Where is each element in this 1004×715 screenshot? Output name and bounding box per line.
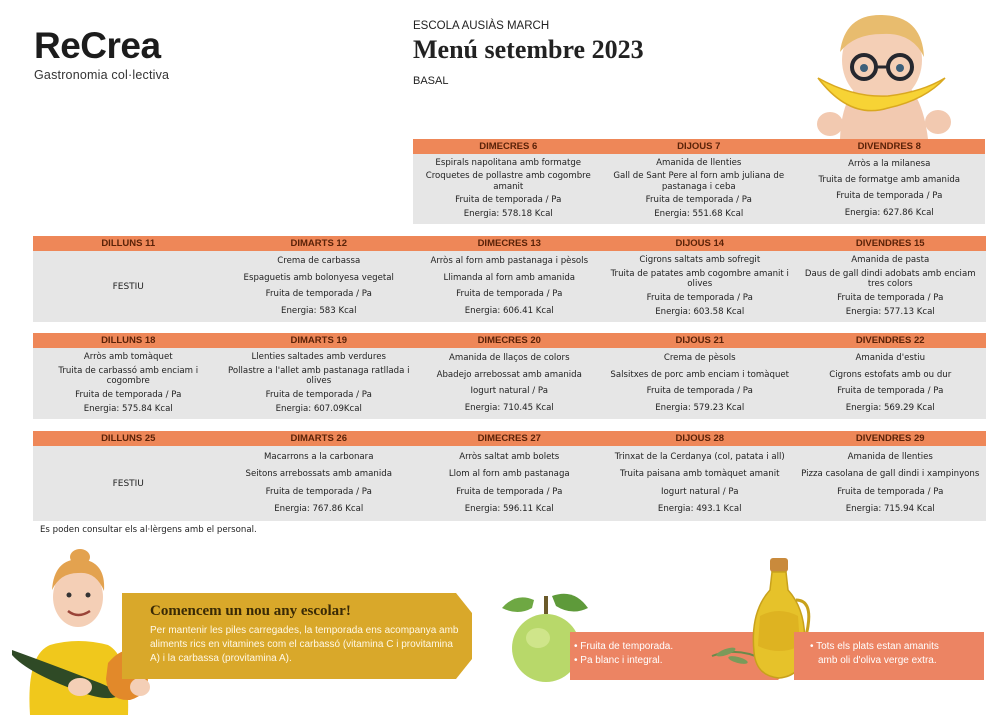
day-cell xyxy=(604,139,795,224)
day-cell xyxy=(414,431,605,521)
first-course: Macarrons a la carbonara xyxy=(264,451,374,462)
first-course: Amanida d'estiu xyxy=(855,353,926,363)
energy: Energia: 627.86 Kcal xyxy=(844,207,934,218)
dessert: Fruita de temporada / Pa xyxy=(836,191,943,202)
week-3 xyxy=(33,333,986,419)
first-course: Arròs al forn amb pastanaga i pèsols xyxy=(430,256,589,266)
day-menu xyxy=(605,446,796,521)
dessert: Iogurt natural / Pa xyxy=(661,486,739,497)
day-cell xyxy=(224,431,415,521)
day-menu xyxy=(414,348,605,419)
second-course: Daus de gall dindi adobats amb enciam tres colors xyxy=(804,268,976,290)
second-course: Truita paisana amb tomàquet amanit xyxy=(619,469,780,479)
day-header: DIMARTS 19 xyxy=(224,333,415,348)
day-header: DIJOUS 21 xyxy=(605,333,796,348)
first-course: Arròs saltat amb bolets xyxy=(459,451,560,462)
day-header: DIMECRES 27 xyxy=(414,431,605,446)
day-header: DIVENDRES 15 xyxy=(795,236,986,251)
day-menu xyxy=(224,348,415,419)
day-header: DILLUNS 11 xyxy=(33,236,224,251)
second-course: Truita de carbassó amb enciam i cogombre xyxy=(58,365,199,387)
first-course: Crema de carbassa xyxy=(277,256,361,266)
day-menu xyxy=(414,446,605,521)
second-course: Llimanda al forn amb amanida xyxy=(443,272,576,283)
second-course: Seitons arrebossats amb amanida xyxy=(245,469,392,479)
first-course: Espirals napolitana amb formatge xyxy=(435,157,582,168)
holiday-label: FESTIU xyxy=(112,478,144,489)
page-title: Menú setembre 2023 xyxy=(413,35,644,64)
day-cell xyxy=(33,333,224,419)
week-2 xyxy=(33,236,986,322)
logo: ReCrea xyxy=(34,25,161,66)
day-header: DIVENDRES 22 xyxy=(795,333,986,348)
energy: Energia: 579.23 Kcal xyxy=(655,402,745,413)
dessert: Fruita de temporada / Pa xyxy=(646,386,753,396)
day-cell xyxy=(33,236,224,322)
dessert: Fruita de temporada / Pa xyxy=(75,389,182,400)
brand xyxy=(34,26,169,82)
oil-note xyxy=(810,640,939,668)
dessert: Fruita de temporada / Pa xyxy=(265,389,372,400)
dessert: Fruita de temporada / Pa xyxy=(837,292,944,303)
first-course: Trinxat de la Cerdanya (col, patata i all) xyxy=(614,451,785,462)
second-course: Pizza casolana de gall dindi i xampinyons xyxy=(801,469,980,479)
first-course: Amanida de llaços de colors xyxy=(448,353,570,363)
energy: Energia: 606.41 Kcal xyxy=(464,305,554,316)
energy: Energia: 710.45 Kcal xyxy=(464,402,554,413)
day-header: DIJOUS 28 xyxy=(605,431,796,446)
second-course: Truita de formatge amb amanida xyxy=(818,175,961,186)
day-menu xyxy=(795,348,986,419)
day-cell xyxy=(224,236,415,322)
energy: Energia: 715.94 Kcal xyxy=(845,504,935,514)
day-menu xyxy=(224,446,415,521)
diet-type: BASAL xyxy=(413,75,449,87)
dessert: Fruita de temporada / Pa xyxy=(646,292,753,303)
dessert: Fruita de temporada / Pa xyxy=(837,386,944,396)
fruit-note xyxy=(574,640,673,668)
first-course: Cigrons saltats amb sofregit xyxy=(639,254,761,265)
kid-banana-photo xyxy=(810,12,955,139)
day-menu xyxy=(794,154,985,224)
day-cell xyxy=(794,139,985,224)
day-cell xyxy=(795,333,986,419)
dessert: Fruita de temporada / Pa xyxy=(265,289,372,299)
dessert: Fruita de temporada / Pa xyxy=(455,195,562,206)
day-header: DIMARTS 26 xyxy=(224,431,415,446)
day-cell xyxy=(795,236,986,322)
second-course: Pollastre a l'allet amb pastanaga ratllada i olives xyxy=(228,365,410,387)
second-course: Truita de patates amb cogombre amanit i olives xyxy=(610,268,789,290)
energy: Energia: 493.1 Kcal xyxy=(657,504,742,514)
day-header: DIJOUS 7 xyxy=(604,139,795,154)
day-menu xyxy=(224,251,415,322)
dessert: Fruita de temporada / Pa xyxy=(645,195,752,206)
day-header: DIMECRES 6 xyxy=(413,139,604,154)
banner-text: Per mantenir les piles carregades, la temporada ens acompanya amb aliments rics en vitamines com el carbassó (vitamina C i provitamina A) i la carbassa (provitamina A). xyxy=(150,625,459,664)
second-course: Llom al forn amb pastanaga xyxy=(448,469,570,479)
energy: Energia: 578.18 Kcal xyxy=(463,208,553,219)
day-cell xyxy=(224,333,415,419)
day-header: DIJOUS 14 xyxy=(605,236,796,251)
holiday-label: FESTIU xyxy=(112,281,144,292)
day-cell xyxy=(33,431,224,521)
second-course: Abadejo arrebossat amb amanida xyxy=(436,369,582,380)
day-header: DIMARTS 12 xyxy=(224,236,415,251)
day-menu xyxy=(33,348,224,419)
tagline: Gastronomia col·lectiva xyxy=(34,68,170,82)
day-menu xyxy=(604,154,795,224)
info-banner xyxy=(150,603,460,666)
day-cell xyxy=(795,431,986,521)
first-course: Amanida de llenties xyxy=(656,157,742,168)
day-cell xyxy=(605,236,796,322)
oil-note-line-2: amb oli d'oliva verge extra. xyxy=(818,655,937,666)
day-cell xyxy=(605,333,796,419)
second-course: Salsitxes de porc amb enciam i tomàquet xyxy=(610,369,790,380)
day-header: DILLUNS 18 xyxy=(33,333,224,348)
day-header: DIVENDRES 8 xyxy=(794,139,985,154)
first-course: Llenties saltades amb verdures xyxy=(251,351,386,362)
energy: Energia: 577.13 Kcal xyxy=(845,306,935,317)
energy: Energia: 569.29 Kcal xyxy=(845,402,935,413)
day-cell xyxy=(413,139,604,224)
day-menu xyxy=(413,154,604,224)
day-menu xyxy=(414,251,605,322)
second-course: Croquetes de pollastre amb cogombre amanit xyxy=(425,171,591,192)
second-course: Espaguetis amb bolonyesa vegetal xyxy=(243,272,394,283)
dessert: Fruita de temporada / Pa xyxy=(456,289,563,299)
dessert: Fruita de temporada / Pa xyxy=(265,486,372,497)
day-menu xyxy=(605,348,796,419)
week-4 xyxy=(33,431,986,521)
first-course: Amanida de llenties xyxy=(847,451,933,462)
day-header: DIVENDRES 29 xyxy=(795,431,986,446)
second-course: Gall de Sant Pere al forn amb juliana de pastanaga i ceba xyxy=(613,171,785,192)
energy: Energia: 767.86 Kcal xyxy=(274,504,364,514)
day-header: DILLUNS 25 xyxy=(33,431,224,446)
day-header: DIMECRES 13 xyxy=(414,236,605,251)
dessert: Iogurt natural / Pa xyxy=(470,386,548,396)
oil-note-line: • Tots els plats estan amanits xyxy=(810,641,939,652)
day-cell xyxy=(605,431,796,521)
energy: Energia: 583 Kcal xyxy=(281,305,357,316)
day-menu xyxy=(795,251,986,322)
first-course: Amanida de pasta xyxy=(851,254,930,265)
energy: Energia: 607.09Kcal xyxy=(275,403,362,414)
fruit-note-line: • Fruita de temporada. xyxy=(574,641,674,652)
first-course: Crema de pèsols xyxy=(663,353,736,363)
energy: Energia: 596.11 Kcal xyxy=(464,504,554,514)
second-course: Cigrons estofats amb ou dur xyxy=(829,369,952,380)
dessert: Fruita de temporada / Pa xyxy=(837,486,944,497)
banner-heading: Comencem un nou any escolar! xyxy=(150,603,351,619)
allergens-note: Es poden consultar els al·lèrgens amb el personal. xyxy=(40,525,257,535)
school-name: ESCOLA AUSIÀS MARCH xyxy=(413,20,550,32)
energy: Energia: 551.68 Kcal xyxy=(654,208,744,219)
day-cell xyxy=(414,333,605,419)
day-cell xyxy=(414,236,605,322)
dessert: Fruita de temporada / Pa xyxy=(456,486,563,497)
energy: Energia: 575.84 Kcal xyxy=(83,403,173,414)
menu-header xyxy=(413,20,644,87)
first-course: Arròs amb tomàquet xyxy=(83,351,173,362)
energy: Energia: 603.58 Kcal xyxy=(655,306,745,317)
first-course: Arròs a la milanesa xyxy=(848,158,931,169)
bread-note-line: • Pa blanc i integral. xyxy=(574,655,663,666)
day-header: DIMECRES 20 xyxy=(414,333,605,348)
day-menu xyxy=(795,446,986,521)
week-1 xyxy=(413,139,985,224)
day-menu xyxy=(605,251,796,322)
